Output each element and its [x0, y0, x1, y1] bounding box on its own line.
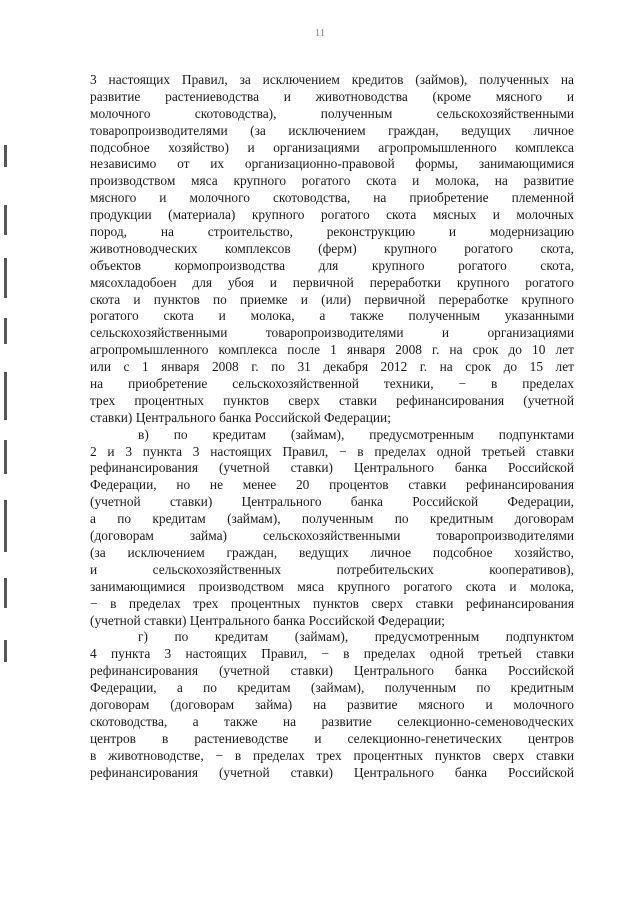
text-line: развитие растениеводства и животноводства (кроме мясного и	[90, 88, 574, 104]
text-line: на приобретение сельскохозяйственной техники, − в пределах	[90, 376, 574, 392]
text-line: агропромышленного комплекса после 1 января 2008 г. на срок до 10 лет	[90, 342, 574, 358]
text-line: или с 1 января 2008 г. по 31 декабря 2012 г. на срок до 15 лет	[90, 359, 574, 375]
text-line: г) по кредитам (займам), предусмотренным подпунктом	[138, 629, 574, 645]
text-line: трех процентных пунктов сверх ставки рефинансирования (учетной	[90, 392, 574, 408]
text-line: в) по кредитам (займам), предусмотренным подпунктами	[138, 426, 574, 442]
scan-edge-marks	[0, 0, 12, 905]
text-line: рефинансирования (учетной ставки) Центрального банка Российской	[90, 460, 574, 476]
text-line: подсобное хозяйство) и организациями агропромышленного комплекса	[90, 139, 574, 155]
text-line: (учетной ставки) Центрального банка Российской Федерации;	[90, 612, 445, 628]
text-line: центров в растениеводстве и селекционно-генетических центров	[90, 730, 574, 746]
text-line: мясного и молочного скотоводства, на приобретение племенной	[90, 190, 574, 206]
text-line: ставки) Центрального банка Российской Федерации;	[90, 409, 391, 425]
text-line: животноводческих комплексов (ферм) крупного рогатого скота,	[90, 240, 574, 256]
text-line: сельскохозяйственными товаропроизводителями и организациями	[90, 325, 574, 341]
text-line: (договорам займа) сельскохозяйственными товаропроизводителями	[90, 528, 574, 544]
text-line: товаропроизводителями (за исключением граждан, ведущих личное	[90, 122, 574, 138]
text-line: продукции (материала) крупного рогатого скота мясных и молочных	[90, 207, 574, 223]
text-line: объектов кормопроизводства для крупного рогатого скота,	[90, 257, 574, 273]
text-line: (за исключением граждан, ведущих личное подсобное хозяйство,	[90, 544, 574, 560]
text-line: 2 и 3 пункта 3 настоящих Правил, − в пределах одной третьей ставки	[90, 443, 574, 459]
text-line: рогатого скота и молока, а также полученным указанными	[90, 308, 574, 324]
text-line: пород, на строительство, реконструкцию и модернизацию	[90, 224, 574, 240]
text-line: производством мяса крупного рогатого скота и молока, на развитие	[90, 173, 574, 189]
text-line: занимающимися производством мяса крупного рогатого скота и молока,	[90, 578, 574, 594]
text-line: 3 настоящих Правил, за исключением кредитов (займов), полученных на	[90, 72, 574, 87]
text-line: Федерации, но не менее 20 процентов ставки рефинансирования	[90, 477, 574, 493]
text-line: рефинансирования (учетной ставки) Центрального банка Российской	[90, 764, 574, 780]
text-line: в животноводстве, − в пределах трех процентных пунктов сверх ставки	[90, 747, 574, 763]
page-number: 11	[314, 27, 326, 39]
document-body	[90, 72, 574, 781]
text-line: а по кредитам (займам), полученным по кредитным договорам	[90, 511, 574, 527]
text-line: скота и пунктов по приемке и (или) первичной переработке крупного	[90, 291, 574, 307]
text-line: договорам (договорам займа) на развитие мясного и молочного	[90, 696, 574, 712]
text-line: молочного скотоводства), полученным сельскохозяйственными	[90, 105, 574, 121]
text-line: 4 пункта 3 настоящих Правил, − в пределах одной третьей ставки	[90, 646, 574, 662]
text-line: (учетной ставки) Центрального банка Российской Федерации,	[90, 494, 574, 510]
text-line: и сельскохозяйственных потребительских кооперативов),	[90, 561, 574, 577]
text-line: рефинансирования (учетной ставки) Центрального банка Российской	[90, 663, 574, 679]
text-line: Федерации, а по кредитам (займам), полученным по кредитным	[90, 680, 574, 696]
text-line: скотоводства, а также на развитие селекционно-семеноводческих	[90, 713, 574, 729]
text-line: независимо от их организационно-правовой формы, занимающимися	[90, 156, 574, 172]
text-line: мясохладобоен для убоя и первичной переработки крупного рогатого	[90, 274, 574, 290]
text-line: − в пределах трех процентных пунктов сверх ставки рефинансирования	[90, 595, 574, 611]
